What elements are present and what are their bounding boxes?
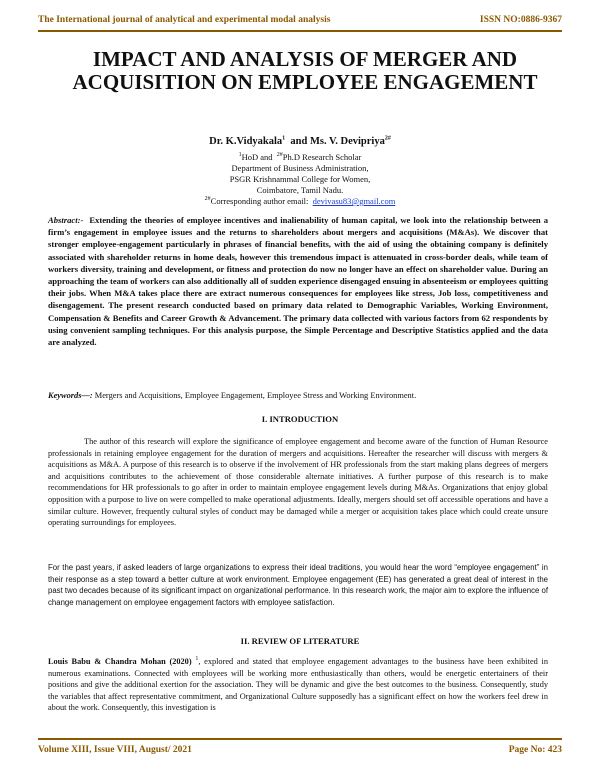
header-rule: [38, 30, 562, 32]
volume-issue: Volume XIII, Issue VIII, August/ 2021: [38, 745, 192, 755]
role2-sup: 2#: [276, 152, 283, 159]
author-2-sup: 2#: [384, 135, 391, 142]
corresponding-author: [0, 196, 600, 207]
paper-title: IMPACT AND ANALYSIS OF MERGER AND ACQUISITION ON EMPLOYEE ENGAGEMENT: [72, 47, 538, 94]
footer-rule: [38, 738, 562, 740]
abstract-text: Extending the theories of employee incentives and inalienability of human capital, we look into the relationship between a firm’s engagement in employee issues and the returns to shareholders about mergers and acquisitions (M&As). We discover that stronger employee-engagement particularly in phrases of financial benefits, with the aid of using the obtaining company is definitely associated with shareholder returns in home deals, however this tremendous impact is attenuated in cross-border deals, while team of workers diversity, training and development, or fitness and protection do now no longer have an effect on shareholder value. During an approaching the team of workers can also additionally all of sudden experience disengaged ensuing in absenteeism or employees quitting their jobs. When M&A takes place there are extract numerous consequences for employees like stress, Job loss, competitiveness and disengagement. The present research conducted based on primary data related to Demographic Variables, Working Environment, Compensation & Benefits and Career Growth & Advancement. The primary data collected with various factors from 62 respondents by using convenient sampling techniques. For this analysis purpose, the Simple Percentage and Descriptive Statistics applied and the data are analyzed.: [48, 215, 548, 348]
role-1: HoD and: [241, 152, 273, 162]
role1-sup: 1: [238, 152, 242, 159]
keywords: [48, 390, 548, 401]
abstract-label: Abstract:-: [48, 215, 84, 225]
author-2: Ms. V. Devipriya: [309, 136, 385, 147]
running-footer: [38, 742, 562, 758]
affiliation-college: PSGR Krishnammal College for Women,: [229, 174, 371, 184]
abstract: [48, 214, 548, 348]
affiliation-city: Coimbatore, Tamil Nadu.: [256, 185, 344, 195]
review-citation-sup: 1: [195, 656, 199, 663]
section-heading-review: II. REVIEW OF LITERATURE: [240, 636, 360, 646]
keywords-label: Keywords—:: [48, 391, 93, 400]
keywords-text: Mergers and Acquisitions, Employee Engagement, Employee Stress and Working Environment.: [94, 391, 417, 400]
corr-sup: 2#: [204, 196, 211, 203]
journal-name: The International journal of analytical and experimental modal analysis: [38, 15, 331, 25]
affiliation-dept: Department of Business Administration,: [231, 163, 369, 173]
issn-number: ISSN NO:0886-9367: [479, 15, 562, 25]
intro-paragraph-1: The author of this research will explore the significance of employee engagement and become aware of the function of Human Resource professionals in retaining employee engagement for the duration of mergers and acquisitions. Hereafter the researcher will discuss with mergers & acquisitions as M&A. A purpose of this research is to observe if the involvement of HR professionals from the start making plans degrees of mergers and acquisitions contributes to the achievement of those considerable alternate initiatives. A further purpose of this research is to make recommendations for HR professionals to go after in order to maintain employee engagement levels during M&As. Organizations that enjoy global opposition with a purpose to live on were compelled to make operational adjustments. Ideally, mergers should set off accessible operations and have a similar culture. However, frequently cultural styles of conduct may be damaged while a merger or acquisition takes place which could create unsure operating surroundings for employees.: [48, 437, 548, 528]
page-number: Page No: 423: [508, 745, 562, 755]
section-heading-introduction: I. INTRODUCTION: [261, 414, 339, 424]
email-link[interactable]: devivasu83@gmail.com: [312, 196, 396, 206]
review-text: , explored and stated that employee engagement advantages to the business have been exhibited in numerous examinations. Connected with employees will be working more enthusiastically than others, would be energetic entertainers of their positions and give the additional exertion for the association. They will be dynamic and give the best outcomes to the business. Consequently, study the variables that affect representative commitment, and Organizational Culture supposedly has a significant effect on how the workers feel drew in about the work. Consequently, this investigation is: [48, 657, 548, 713]
author-and: and: [290, 136, 308, 147]
corr-label: Corresponding author email:: [210, 196, 309, 206]
review-citation: Louis Babu & Chandra Mohan (2020): [48, 657, 192, 666]
author-1-sup: 1: [282, 135, 286, 142]
author-line: [0, 136, 600, 147]
role-2: Ph.D Research Scholar: [282, 152, 362, 162]
affiliation-roles: [0, 152, 600, 163]
affiliation-block: [0, 152, 600, 207]
intro-paragraph-2: For the past years, if asked leaders of large organizations to express their ideal traditions, you would hear the word “employee engagement” in their response as a step toward a better culture at work environment. Employee engagement (EE) has generated a great deal of interest in the past two decades because of its significant impact on organizational performance. In this research work, the major aim to explore the influence of change management on employee engagement factors with employee satisfaction.: [48, 563, 548, 607]
author-1: Dr. K.Vidyakala: [209, 136, 283, 147]
review-paragraph: [48, 656, 548, 714]
running-header: [38, 12, 562, 28]
